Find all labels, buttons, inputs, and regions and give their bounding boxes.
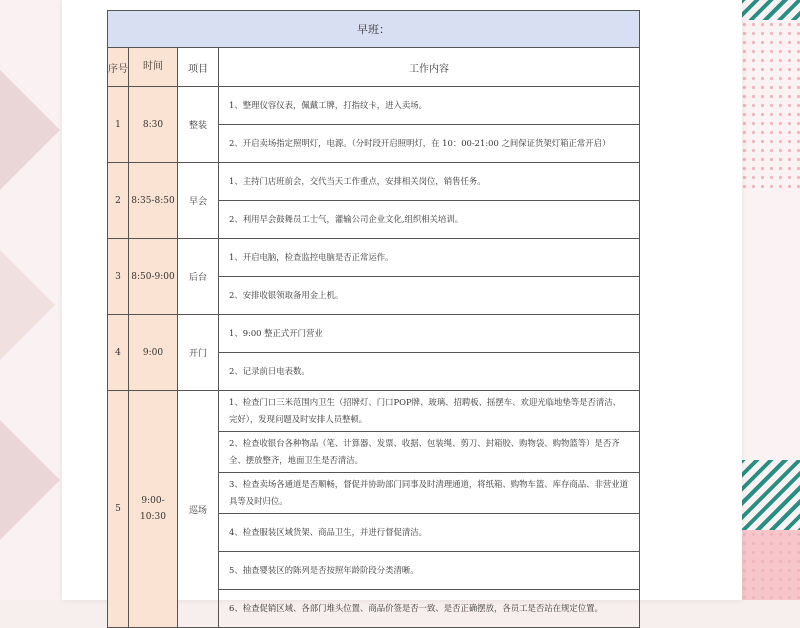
header-index: 序号 (108, 48, 129, 87)
task-text: 3、检查卖场各通道是否顺畅，督促并协助部门同事及时清理通道，将纸箱、购物车篮、库存商品、非营业道具等及时归位。 (219, 473, 640, 514)
row-index: 1 (108, 87, 129, 163)
table-row (108, 163, 640, 201)
task-text: 2、记录前日电表数。 (219, 353, 640, 391)
background-left-panel (0, 0, 70, 600)
row-time: 8:50-9:00 (129, 239, 178, 315)
task-text: 6、检查促销区域、各部门堆头位置、商品价签是否一致、是否正确摆放，各员工是否站在规定位置。 (219, 590, 640, 628)
task-text: 2、检查收银台各种物品（笔、计算器、发票、收据、包装绳、剪刀、封箱胶、购物袋、购物篮等）是否齐全、摆放整齐，地面卫生是否清洁。 (219, 432, 640, 473)
decorative-triangle (0, 70, 60, 190)
header-item: 项目 (178, 48, 219, 87)
decorative-dots (740, 20, 800, 190)
row-index: 4 (108, 315, 129, 391)
header-content: 工作内容 (219, 48, 640, 87)
table-row (108, 391, 640, 432)
row-time: 8:35-8:50 (129, 163, 178, 239)
task-text: 2、安排收银领取备用金上机。 (219, 277, 640, 315)
task-text: 2、利用早会鼓舞员工士气，灌输公司企业文化,组织相关培训。 (219, 201, 640, 239)
decorative-triangle (0, 250, 55, 360)
task-text: 1、9:00 整正式开门营业 (219, 315, 640, 353)
table-title: 早班： (108, 11, 640, 48)
schedule-table (107, 10, 640, 628)
decorative-stripes (740, 460, 800, 530)
row-time: 8:30 (129, 87, 178, 163)
row-item: 整装 (178, 87, 219, 163)
row-index: 3 (108, 239, 129, 315)
table-row (108, 315, 640, 353)
decorative-stripes (740, 0, 800, 20)
task-text: 1、开启电脑，检查监控电脑是否正常运作。 (219, 239, 640, 277)
task-text: 4、检查服装区域货架、商品卫生，并进行督促清洁。 (219, 514, 640, 552)
table-row (108, 87, 640, 125)
task-text: 5、抽查婴装区的陈列是否按照年龄阶段分类清晰。 (219, 552, 640, 590)
task-text: 1、主持门店班前会，交代当天工作重点，安排相关岗位，销售任务。 (219, 163, 640, 201)
row-item: 后台 (178, 239, 219, 315)
header-time: 时间 (129, 48, 178, 87)
task-text: 1、整理仪容仪表，佩戴工牌，打指纹卡，进入卖场。 (219, 87, 640, 125)
decorative-triangle (0, 420, 60, 540)
decorative-dots (740, 530, 800, 600)
row-index: 5 (108, 391, 129, 628)
task-text: 2、开启卖场指定照明灯，电源。（分时段开启照明灯，在 10：00-21:00 之间保证货架灯箱正常开启） (219, 125, 640, 163)
row-item: 开门 (178, 315, 219, 391)
row-time: 9:00-10:30 (129, 391, 178, 628)
table-row (108, 239, 640, 277)
row-index: 2 (108, 163, 129, 239)
row-time: 9:00 (129, 315, 178, 391)
row-item: 早会 (178, 163, 219, 239)
row-item: 巡场 (178, 391, 219, 628)
task-text: 1、检查门口三米范围内卫生（招牌灯、门口POP牌、玻璃、招聘板、摇摆车、欢迎光临地垫等是否清洁、完好），发现问题及时安排人员整顿。 (219, 391, 640, 432)
